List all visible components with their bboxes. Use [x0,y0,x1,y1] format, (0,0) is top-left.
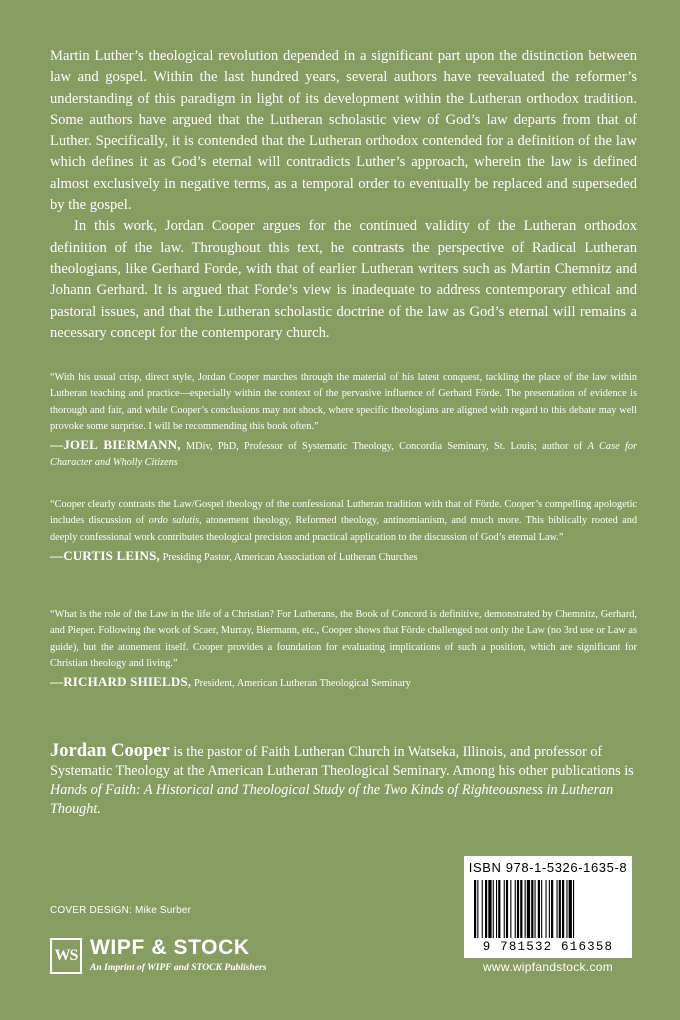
endorser-credentials: President, American Lutheran Theological Seminary [191,678,411,690]
publisher-tagline: An Imprint of WIPF and STOCK Publishers [90,962,267,973]
endorser-book-title: A Case for Character and Wholly Citizens [50,441,637,469]
publisher-website: www.wipfandstock.com [482,960,614,974]
endorsement-quote [50,497,637,546]
quote-text: “Cooper clearly contrasts the Law/Gospel theology of the confessional Lutheran tradition with that of Förde. Cooper’s compelling apologetic includes discussion of [50,499,637,527]
author-other-book: Hands of Faith: A Historical and Theological Study of the Two Kinds of Righteousness in Lutheran Thought. [50,782,614,817]
endorsement-1 [50,370,637,472]
endorser-credentials: MDiv, PhD, Professor of Systematic Theology, Concordia Seminary, St. Louis; author of [180,441,588,453]
endorser-credentials: Presiding Pastor, American Association of Lutheran Churches [160,551,418,563]
endorser-name: —JOEL BIERMANN, [50,437,181,453]
quote-text: , atonement theology, Reformed theology, antinomianism, and much more. This biblically rooted and deeply confessional work contributes theological precision and practical application to the discussion of God’s eternal Law.” [50,515,637,543]
endorser-name: —CURTIS LEINS, [50,547,160,563]
endorsement-2 [50,497,637,566]
endorser-name: —RICHARD SHIELDS, [50,674,192,690]
back-cover-blurb [50,46,637,344]
endorsement-attribution [50,437,637,472]
endorsement-quote: “With his usual crisp, direct style, Jordan Cooper marches through the material of his latest conquest, tackling the place of the law within Lutheran teaching and practice—especially within the context of the pervasive influence of Gerhard Förde. The presentation of evidence is thorough and fair, and while Cooper’s conclusions may not shock, where specific theologians are aligned with regard to this debate may well provoke some surprise. I will be recommending this book often.” [50,372,637,432]
publisher-name: WIPF & STOCK [90,936,250,959]
author-bio [50,742,645,819]
isbn-label: ISBN 978-1-5326-1635-8 [468,860,628,875]
quote-italic-term: ordo salutis [148,515,200,527]
endorsement-attribution [50,548,637,566]
blurb-paragraph-1: Martin Luther’s theological revolution depended in a significant part upon the distinction between law and gospel. Within the last hundred years, several authors have reevaluated the reformer’s understanding of this paradigm in light of its development within the Lutheran orthodox tradition. Some authors have argued that the Lutheran scholastic view of God’s law departs from that of Luther. Specifically, it is contended that the Lutheran orthodox contended for a definition of the law which defines it as God’s eternal will contradicts Luther’s approach, wherein the law is defined almost exclusively in negative terms, as a temporal order to eventually be replaced and superseded by the gospel. [50,48,637,214]
blurb-paragraph-2: In this work, Jordan Cooper argues for the continued validity of the Lutheran orthodox definition of the law. Throughout this text, he contrasts the perspective of Radical Lutheran theologians, like Gerhard Forde, with that of earlier Lutheran writers such as Martin Chemnitz and Johann Gerhard. It is argued that Forde’s view is inadequate to address contemporary ethical and pastoral issues, and that the Lutheran scholastic doctrine of the law as God’s eternal will remains a necessary concept for the contemporary church. [50,218,637,341]
publisher-logo [50,938,290,978]
endorsement-3 [50,607,637,692]
author-name: Jordan Cooper [50,741,170,761]
endorsement-attribution [50,674,637,692]
isbn-barcode [464,856,632,958]
barcode-bars-icon [472,880,624,940]
publisher-mark-icon: WS [50,938,82,974]
endorsement-quote: “What is the role of the Law in the life of a Christian? For Lutherans, the Book of Concord is definitive, demonstrated by Chemnitz, Gerhard, and Pieper. Following the work of Scaer, Murray, Biermann, etc., Cooper shows that Förde challenged not only the Law (no 3rd use or Law as guide), but the atonement itself. Cooper provides a foundation for evaluating implications of such a position, which are significant for Christian theology and living.” [50,609,637,669]
cover-design-credit: COVER DESIGN: Mike Surber [50,905,192,916]
author-bio-text: is the pastor of Faith Lutheran Church in Watseka, Illinois, and professor of Systematic Theology at the American Lutheran Theological Seminary. Among his other publications is [50,744,634,779]
barcode-number: 9 781532 616358 [482,940,614,954]
